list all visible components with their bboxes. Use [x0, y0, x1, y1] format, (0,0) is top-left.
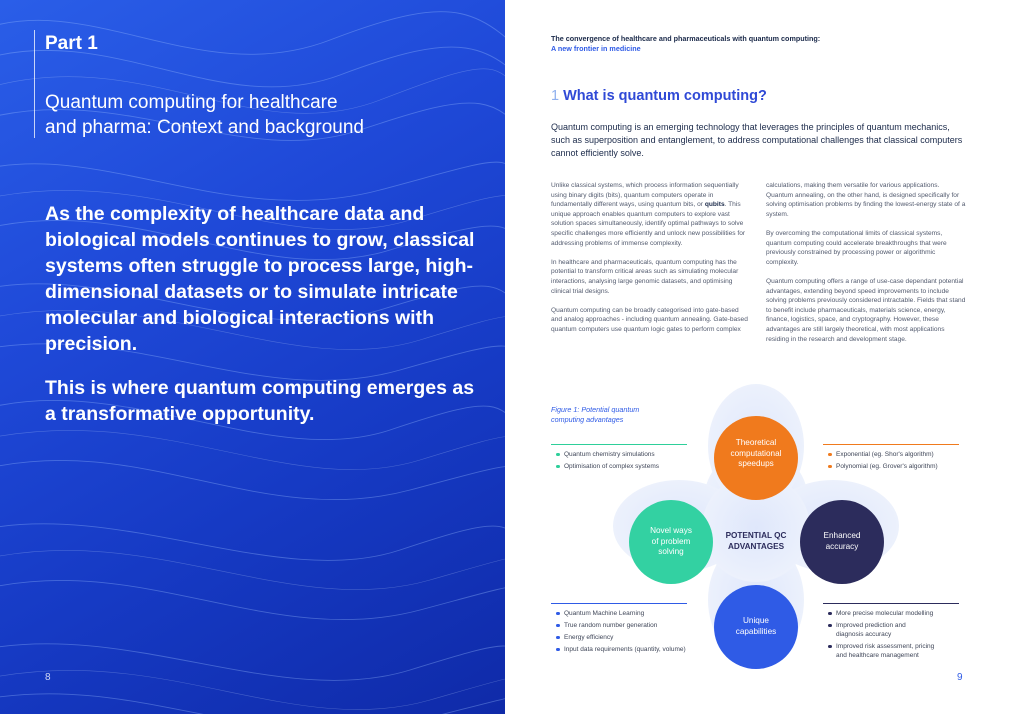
enhanced-accuracy-list — [827, 609, 977, 663]
speedups-list — [827, 450, 967, 474]
right-page — [505, 0, 1009, 714]
list-item-line: and healthcare management — [836, 652, 919, 659]
list-item-line: diagnosis accuracy — [836, 631, 892, 638]
list-item: Optimisation of complex systems — [555, 462, 695, 471]
qc-advantages-diagram — [505, 0, 1009, 714]
speedups-label-line-1: Theoretical — [735, 438, 777, 447]
section-number: 1 — [551, 88, 560, 104]
list-item: Quantum chemistry simulations — [555, 450, 695, 459]
figure-caption-line-2: computing advantages — [551, 414, 624, 424]
qubits-term: qubits — [704, 201, 725, 209]
chapter-subtitle-line-2: and pharma: Context and background — [45, 117, 364, 138]
unique-label-line-2: capabilities — [735, 626, 777, 636]
figure-caption-line-1: Figure 1: Potential quantum — [551, 405, 640, 414]
novel-ways-label-line-3: solving — [658, 547, 684, 556]
chapter-subtitle-line-1: Quantum computing for healthcare — [45, 92, 338, 113]
body-text: . This unique approach enables quantum computers to explore vast solution spaces simultaneously, identify optimal pathways to solve specific challenges more efficiently and unlock new possibilities for addressing problems of immense complexity. — [551, 201, 746, 247]
novel-ways-label-line-2: of problem — [651, 536, 691, 546]
lead-paragraph-2: This is where quantum computing emerges as a transformative opportunity. — [45, 377, 475, 425]
list-item — [827, 642, 977, 660]
novel-ways-label — [626, 526, 716, 558]
body-paragraph: In healthcare and pharmaceuticals, quantum computing has the potential to transform critical areas such as simulating molecular interactions, analysing large genomic datasets, and optimising clinical trial designs. — [551, 258, 739, 295]
list-item: Exponential (eg. Shor's algorithm) — [827, 450, 967, 459]
intro-paragraph: Quantum computing is an emerging technology that leverages the principles of quantum mechanics, such as superposition and entanglement, to address computational challenges that classical computers cannot efficiently solve. — [551, 122, 963, 158]
list-item — [827, 621, 977, 639]
body-text: Unlike classical systems, which process information sequentially using binary digits (bits), quantum computers operate in fundamentally different ways, using quantum bits, or — [551, 182, 739, 209]
body-paragraph: calculations, making them versatile for various applications. Quantum annealing, on the other hand, is designed specifically for solving optimisation problems by finding the lowest-energy state of a system. — [766, 182, 966, 218]
list-item: Input data requirements (quantity, volume) — [555, 645, 705, 654]
list-item: True random number generation — [555, 621, 705, 630]
running-header-line-2: A new frontier in medicine — [551, 44, 641, 53]
accuracy-list-rule — [823, 603, 959, 604]
list-item: Polynomial (eg. Grover's algorithm) — [827, 462, 967, 471]
speedups-label-line-3: speedups — [738, 459, 774, 468]
list-item-line: Improved prediction and — [836, 622, 906, 629]
speedups-label-line-2: computational — [730, 448, 782, 458]
novel-ways-label-line-1: Novel ways — [650, 526, 692, 535]
center-label-line-2: ADVANTAGES — [727, 541, 785, 551]
unique-label-line-1: Unique — [743, 616, 769, 625]
list-item-line: Improved risk assessment, pricing — [836, 643, 935, 650]
body-paragraph: Quantum computing can be broadly categorised into gate-based and analog approaches - including quantum annealing. Gate-based quantum computers use quantum logic gates to perform complex — [551, 306, 748, 333]
page-number-left: 8 — [45, 672, 51, 683]
list-item: More precise molecular modelling — [827, 609, 977, 618]
part-label: Part 1 — [45, 33, 98, 54]
diagram-center-label — [706, 531, 806, 552]
page-number-right: 9 — [957, 672, 963, 683]
section-title-text: What is quantum computing? — [563, 88, 767, 104]
chapter-subtitle — [45, 90, 465, 140]
accuracy-label-line-1: Enhanced — [823, 531, 861, 540]
center-label-line-1: POTENTIAL QC — [725, 531, 787, 540]
list-item: Energy efficiency — [555, 633, 705, 642]
speedups-list-rule — [823, 444, 959, 445]
body-paragraph: Quantum computing offers a range of use-case dependant potential advantages, extending beyond speed improvements to include solving problems previously considered intractable. Fields that stand to benefit include pharmaceuticals, materials science, energy, finance, logistics, space, and cryptography. However, these advantages are still largely theoretical, with most applications residing in the research and development stage. — [766, 277, 966, 343]
unique-label — [711, 616, 801, 637]
lead-paragraph: As the complexity of healthcare data and biological models continues to grow, classical systems often struggle to process large, high-dimensional datasets or to simulate intricate molecular and biological interactions with precision. — [45, 203, 475, 355]
accuracy-label-line-2: accuracy — [825, 541, 859, 551]
novel-list-rule — [551, 444, 687, 445]
body-paragraph: By overcoming the computational limits of classical systems, quantum computing could accelerate breakthroughs that were previously constrained by processing power or algorithmic complexity. — [766, 229, 947, 266]
unique-capabilities-list — [555, 609, 705, 657]
accuracy-label — [797, 531, 887, 552]
list-item: Quantum Machine Learning — [555, 609, 705, 618]
unique-list-rule — [551, 603, 687, 604]
part-divider — [34, 30, 35, 138]
novel-ways-list — [555, 450, 695, 474]
running-header-line-1: The convergence of healthcare and pharmaceuticals with quantum computing: — [551, 34, 821, 43]
speedups-label — [711, 438, 801, 470]
